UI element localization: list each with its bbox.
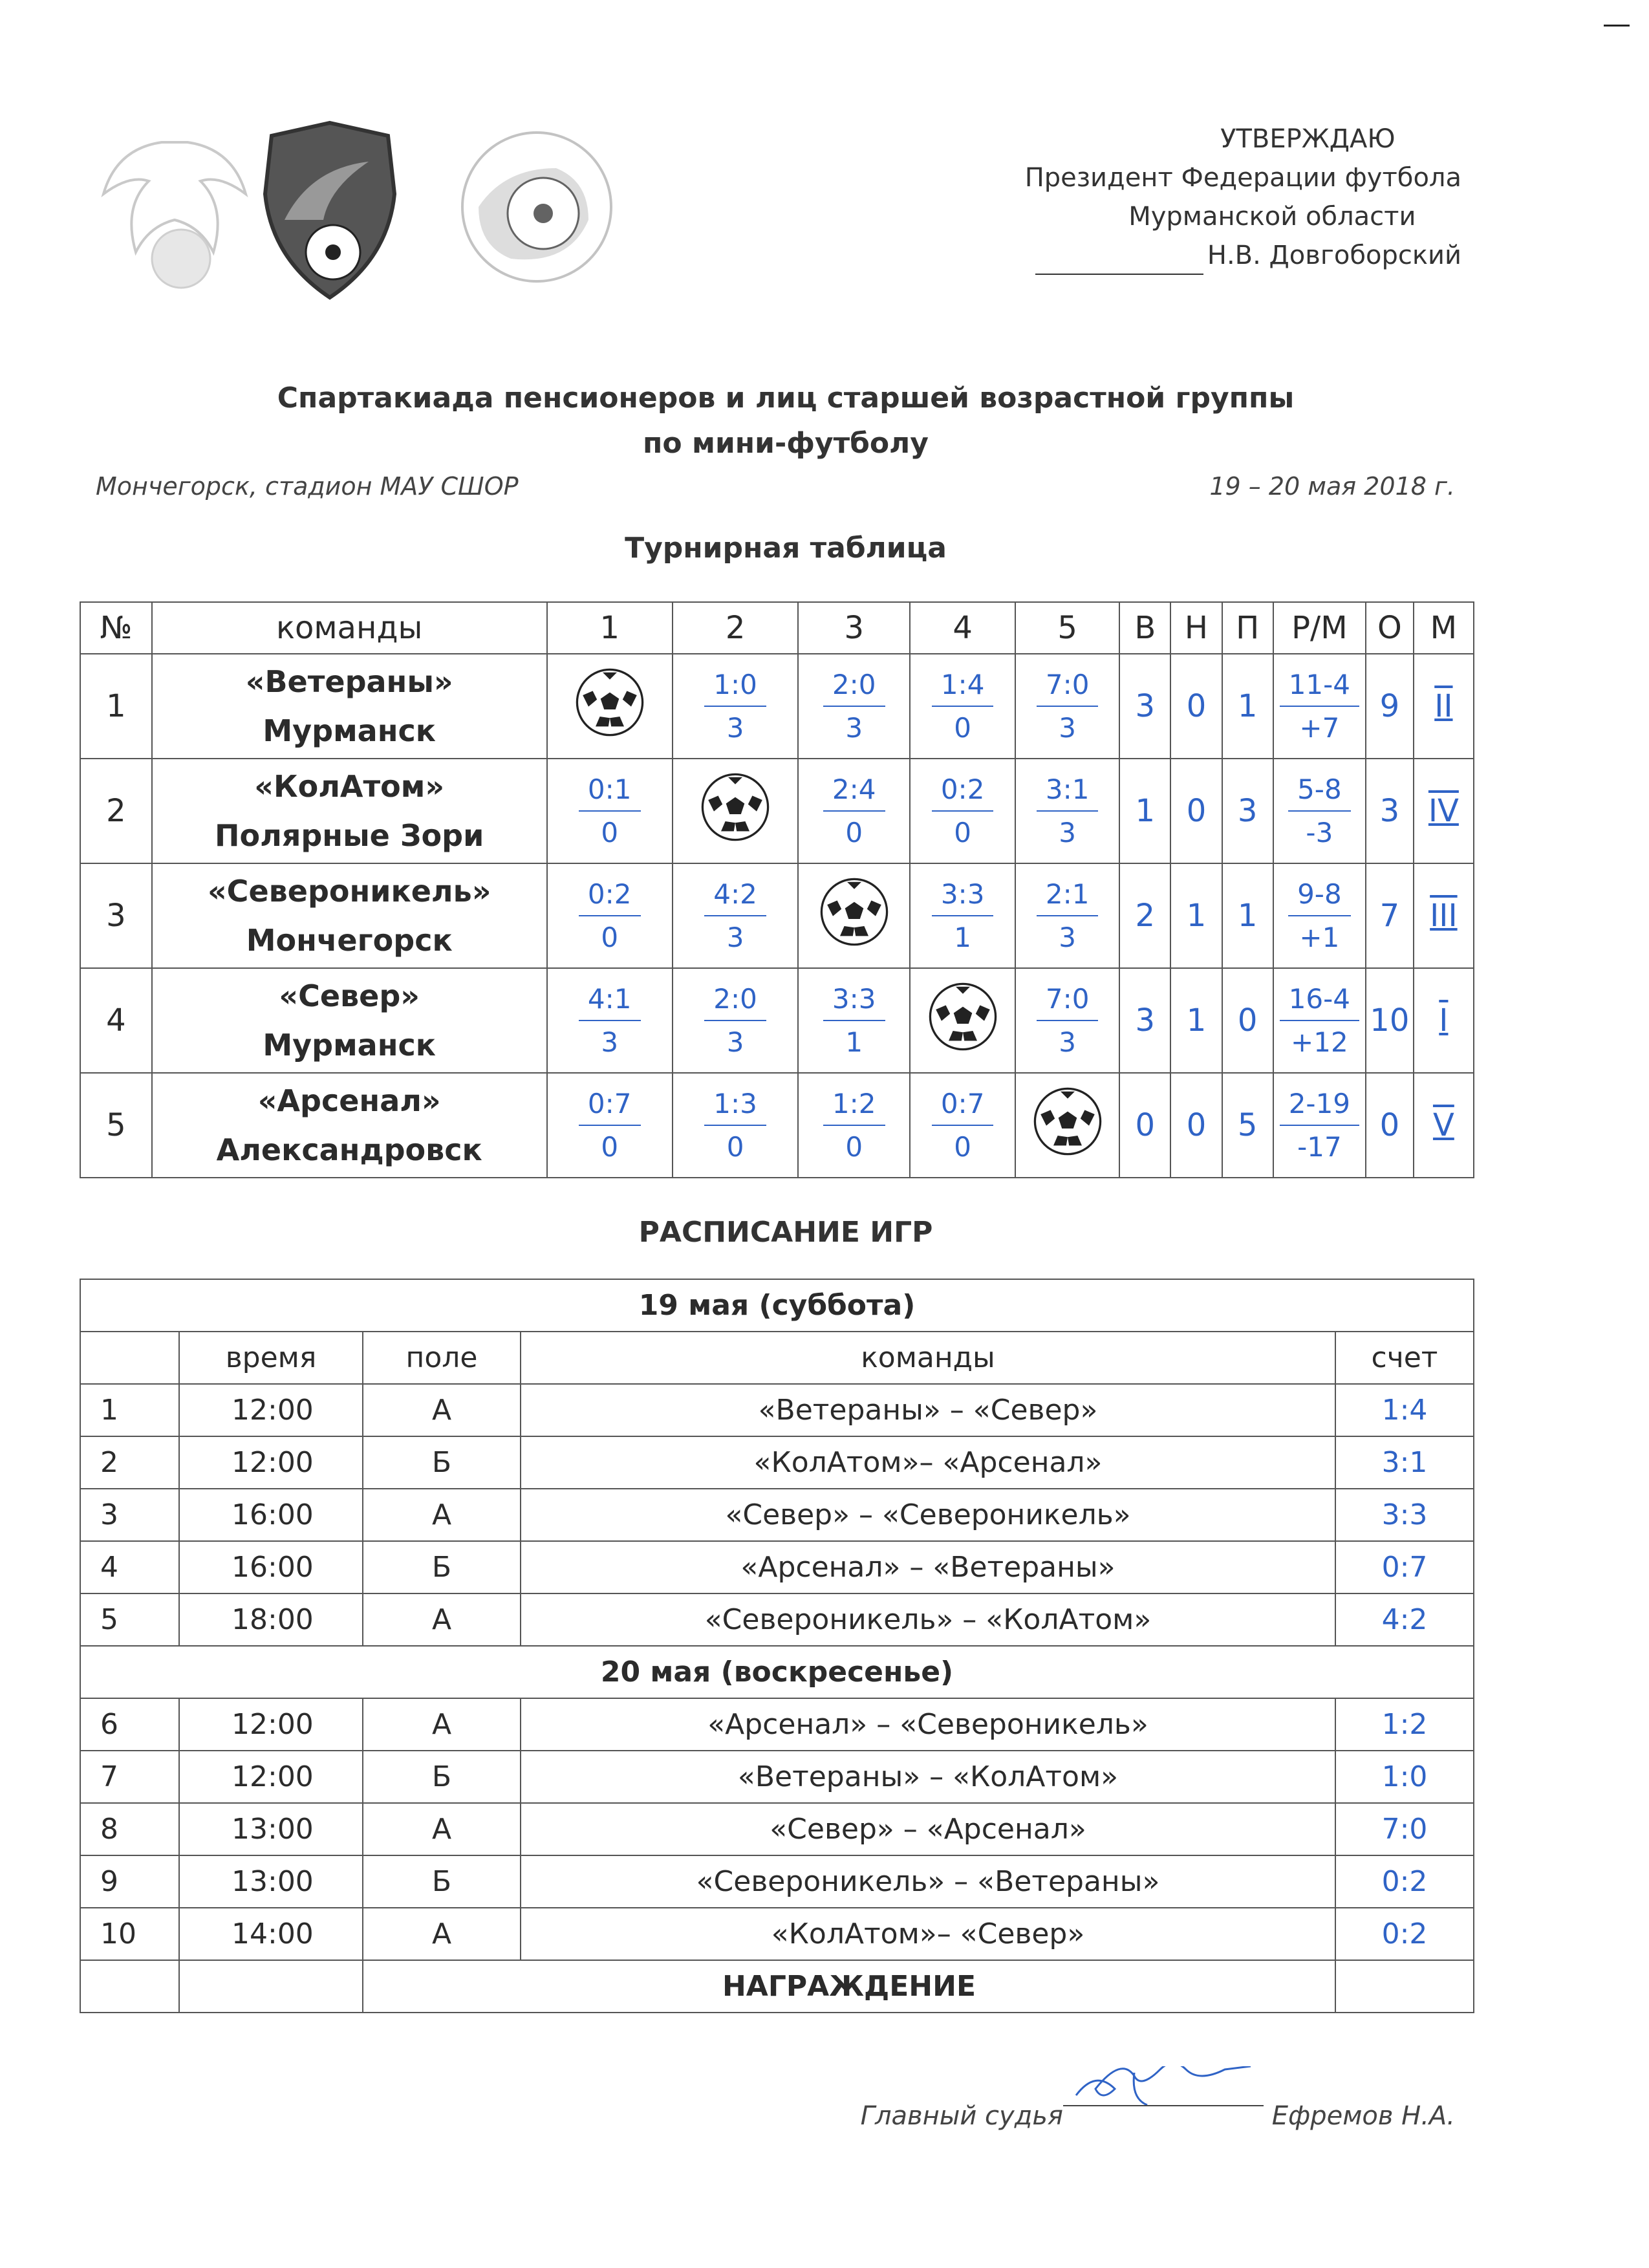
goal-diff-value: -17 (1297, 1131, 1342, 1163)
game-score: 1:0 (1335, 1751, 1474, 1803)
soccer-ball-icon (927, 981, 998, 1052)
match-result-cell (1015, 968, 1119, 1073)
place-cell (1414, 1073, 1474, 1178)
soccer-ball-icon (700, 772, 771, 843)
game-score: 7:0 (1335, 1803, 1474, 1855)
match-result-cell (910, 654, 1015, 759)
day-header-row (80, 1279, 1474, 1332)
losses-value: 0 (1222, 968, 1273, 1073)
game-number: 1 (80, 1384, 179, 1436)
game-field: А (363, 1698, 521, 1751)
schedule-game-row (80, 1908, 1474, 1960)
place-value: III (1430, 898, 1458, 934)
match-score: 1:3 (704, 1088, 766, 1126)
team-cell (152, 863, 547, 968)
standings-row (80, 968, 1474, 1073)
match-result-cell (1015, 654, 1119, 759)
team-cell (152, 1073, 547, 1178)
match-points: 3 (1059, 1026, 1077, 1058)
match-points: 0 (726, 1131, 744, 1163)
venue: Мончегорск, стадион МАУ СШОР (96, 472, 519, 501)
team-cell (152, 759, 547, 863)
game-score: 0:2 (1335, 1908, 1474, 1960)
event-dates: 19 – 20 мая 2018 г. (1209, 472, 1455, 501)
schedule-table (80, 1279, 1474, 2013)
game-time: 12:00 (179, 1698, 363, 1751)
draws-value: 0 (1170, 654, 1222, 759)
standings-body (80, 654, 1474, 1178)
game-number: 3 (80, 1489, 179, 1541)
game-teams: «Север» – «Североникель» (521, 1489, 1335, 1541)
game-score: 3:1 (1335, 1436, 1474, 1489)
schedule-game-row (80, 1803, 1474, 1855)
game-teams: «Север» – «Арсенал» (521, 1803, 1335, 1855)
header-col-1: 1 (547, 602, 673, 654)
game-number: 9 (80, 1855, 179, 1908)
soccer-ball-icon (819, 876, 890, 947)
match-result-cell (1015, 759, 1119, 863)
draws-value: 0 (1170, 1073, 1222, 1178)
game-time: 12:00 (179, 1384, 363, 1436)
header-wins: В (1119, 602, 1170, 654)
match-points: 3 (726, 922, 744, 953)
schedule-game-row (80, 1489, 1474, 1541)
match-result-cell (798, 654, 910, 759)
approval-region: Мурманской области (1128, 202, 1416, 232)
document-subtitle: по мини-футболу (643, 427, 929, 460)
match-score: 1:0 (704, 669, 766, 707)
award-empty-cell (179, 1960, 363, 2013)
day-header-row (80, 1646, 1474, 1698)
team-name: «КолАтом» (254, 769, 445, 804)
wins-value: 0 (1119, 1073, 1170, 1178)
game-time: 14:00 (179, 1908, 363, 1960)
schedule-game-row (80, 1855, 1474, 1908)
day1-games (80, 1384, 1474, 1646)
team-city: Мончегорск (246, 923, 453, 958)
draws-value: 0 (1170, 759, 1222, 863)
match-points: 0 (845, 817, 863, 848)
standings-row (80, 1073, 1474, 1178)
match-score: 4:1 (579, 983, 641, 1021)
team-city: Александровск (216, 1132, 482, 1167)
place-cell (1414, 759, 1474, 863)
self-match-cell (910, 968, 1015, 1073)
match-score: 0:7 (932, 1088, 994, 1126)
header-teams: команды (152, 602, 547, 654)
header-col-4: 4 (910, 602, 1015, 654)
judge-label: Главный судья (860, 2101, 1063, 2131)
game-time: 16:00 (179, 1489, 363, 1541)
match-result-cell (1015, 863, 1119, 968)
game-teams: «Североникель» – «Ветераны» (521, 1855, 1335, 1908)
match-result-cell (547, 759, 673, 863)
match-points: 3 (601, 1026, 619, 1058)
self-match-cell (798, 863, 910, 968)
logos-group (91, 116, 673, 310)
goals-value: 9-8 (1288, 878, 1351, 916)
match-points: 3 (845, 712, 863, 744)
match-result-cell (910, 863, 1015, 968)
match-result-cell (910, 1073, 1015, 1178)
match-result-cell (547, 968, 673, 1073)
game-time: 13:00 (179, 1855, 363, 1908)
standings-row (80, 759, 1474, 863)
header-matchup: команды (521, 1332, 1335, 1384)
team-city: Полярные Зори (215, 818, 484, 853)
match-score: 7:0 (1037, 983, 1099, 1021)
award-label: НАГРАЖДЕНИЕ (363, 1960, 1335, 2013)
goals-value: 16-4 (1280, 983, 1359, 1021)
header-draws: Н (1170, 602, 1222, 654)
standings-row (80, 654, 1474, 759)
schedule-game-row (80, 1384, 1474, 1436)
self-match-cell (547, 654, 673, 759)
game-number: 4 (80, 1541, 179, 1593)
goals-value: 2-19 (1280, 1088, 1359, 1126)
schedule-title: РАСПИСАНИЕ ИГР (638, 1216, 933, 1249)
match-result-cell (673, 968, 798, 1073)
judge-name: Ефремов Н.А. (1271, 2101, 1455, 2131)
losses-value: 1 (1222, 863, 1273, 968)
goals-cell (1273, 863, 1366, 968)
day2-games (80, 1698, 1474, 1960)
award-empty-cell (1335, 1960, 1474, 2013)
day2-heading: 20 мая (воскресенье) (80, 1646, 1474, 1698)
match-points: 0 (845, 1131, 863, 1163)
match-score: 2:4 (823, 773, 885, 812)
game-score: 1:4 (1335, 1384, 1474, 1436)
team-city: Мурманск (263, 1028, 436, 1063)
team-number: 5 (80, 1073, 152, 1178)
schedule-game-row (80, 1698, 1474, 1751)
place-value: I (1439, 1002, 1449, 1039)
match-points: 0 (601, 817, 619, 848)
game-teams: «Североникель» – «КолАтом» (521, 1593, 1335, 1646)
match-points: 3 (1059, 712, 1077, 744)
game-number: 7 (80, 1751, 179, 1803)
draws-value: 1 (1170, 968, 1222, 1073)
corner-mark (1604, 25, 1630, 27)
goal-diff-value: +1 (1299, 922, 1340, 953)
header-points: О (1366, 602, 1414, 654)
goals-value: 5-8 (1288, 773, 1351, 812)
losses-value: 5 (1222, 1073, 1273, 1178)
schedule-header-row (80, 1332, 1474, 1384)
goals-cell (1273, 968, 1366, 1073)
match-score: 0:2 (932, 773, 994, 812)
team-name: «Арсенал» (257, 1083, 441, 1118)
match-points: 0 (601, 1131, 619, 1163)
murmansk-federation-logo (462, 133, 611, 281)
header-score: счет (1335, 1332, 1474, 1384)
team-number: 1 (80, 654, 152, 759)
rfs-eagle-logo (103, 142, 246, 288)
game-teams: «Арсенал» – «Ветераны» (521, 1541, 1335, 1593)
header-field: поле (363, 1332, 521, 1384)
award-empty-cell (80, 1960, 179, 2013)
game-time: 13:00 (179, 1803, 363, 1855)
game-score: 1:2 (1335, 1698, 1474, 1751)
match-result-cell (547, 1073, 673, 1178)
game-number: 6 (80, 1698, 179, 1751)
team-city: Мурманск (263, 713, 436, 748)
wins-value: 2 (1119, 863, 1170, 968)
match-score: 0:7 (579, 1088, 641, 1126)
match-score: 2:0 (823, 669, 885, 707)
standings-title: Турнирная таблица (625, 532, 947, 565)
match-points: 1 (845, 1026, 863, 1058)
game-teams: «КолАтом»– «Арсенал» (521, 1436, 1335, 1489)
team-cell (152, 654, 547, 759)
match-score: 3:3 (932, 878, 994, 916)
standings-header-row (80, 602, 1474, 654)
points-value: 0 (1366, 1073, 1414, 1178)
approval-name: Н.В. Довгоборский (1207, 241, 1461, 270)
place-value: IV (1428, 793, 1459, 829)
place-cell (1414, 968, 1474, 1073)
game-field: Б (363, 1541, 521, 1593)
match-points: 0 (954, 712, 971, 744)
header-goals: Р/М (1273, 602, 1366, 654)
match-result-cell (798, 1073, 910, 1178)
soccer-ball-icon (1032, 1086, 1103, 1157)
match-result-cell (547, 863, 673, 968)
game-teams: «Ветераны» – «КолАтом» (521, 1751, 1335, 1803)
game-score: 4:2 (1335, 1593, 1474, 1646)
soccer-ball-icon (574, 667, 645, 738)
judge-signature (1063, 2086, 1264, 2106)
game-time: 16:00 (179, 1541, 363, 1593)
match-result-cell (673, 654, 798, 759)
approval-signature-line (1035, 248, 1203, 275)
goal-diff-value: +7 (1299, 712, 1340, 744)
place-cell (1414, 654, 1474, 759)
game-field: Б (363, 1436, 521, 1489)
losses-value: 1 (1222, 654, 1273, 759)
match-score: 3:1 (1037, 773, 1099, 812)
match-score: 3:3 (823, 983, 885, 1021)
points-value: 9 (1366, 654, 1414, 759)
header-losses: П (1222, 602, 1273, 654)
game-field: Б (363, 1855, 521, 1908)
schedule-game-row (80, 1751, 1474, 1803)
place-value: II (1434, 688, 1453, 724)
game-score: 3:3 (1335, 1489, 1474, 1541)
goal-diff-value: -3 (1306, 817, 1333, 848)
header-place: М (1414, 602, 1474, 654)
judge-signature-block (861, 2086, 1455, 2131)
match-points: 3 (1059, 817, 1077, 848)
team-name: «Североникель» (207, 874, 491, 909)
game-field: А (363, 1593, 521, 1646)
match-score: 4:2 (704, 878, 766, 916)
goals-cell (1273, 1073, 1366, 1178)
match-score: 7:0 (1037, 669, 1099, 707)
points-value: 7 (1366, 863, 1414, 968)
goal-diff-value: +12 (1291, 1026, 1348, 1058)
approval-heading: УТВЕРЖДАЮ (1220, 124, 1396, 154)
match-points: 3 (726, 1026, 744, 1058)
game-score: 0:7 (1335, 1541, 1474, 1593)
game-time: 12:00 (179, 1436, 363, 1489)
team-name: «Ветераны» (245, 664, 453, 699)
game-number: 10 (80, 1908, 179, 1960)
wins-value: 3 (1119, 968, 1170, 1073)
game-field: Б (363, 1751, 521, 1803)
match-result-cell (673, 1073, 798, 1178)
match-score: 0:1 (579, 773, 641, 812)
match-score: 0:2 (579, 878, 641, 916)
match-points: 1 (954, 922, 971, 953)
self-match-cell (1015, 1073, 1119, 1178)
losses-value: 3 (1222, 759, 1273, 863)
points-value: 10 (1366, 968, 1414, 1073)
wins-value: 3 (1119, 654, 1170, 759)
self-match-cell (673, 759, 798, 863)
header-time: время (179, 1332, 363, 1384)
header-game-num (80, 1332, 179, 1384)
match-points: 0 (954, 1131, 971, 1163)
game-time: 12:00 (179, 1751, 363, 1803)
award-row (80, 1960, 1474, 2013)
game-teams: «Арсенал» – «Североникель» (521, 1698, 1335, 1751)
match-result-cell (673, 863, 798, 968)
match-points: 3 (726, 712, 744, 744)
match-score: 2:1 (1037, 878, 1099, 916)
game-score: 0:2 (1335, 1855, 1474, 1908)
approval-block (1025, 120, 1461, 275)
game-number: 8 (80, 1803, 179, 1855)
match-result-cell (798, 759, 910, 863)
standings-table (80, 601, 1474, 1178)
game-time: 18:00 (179, 1593, 363, 1646)
schedule-game-row (80, 1593, 1474, 1646)
match-score: 2:0 (704, 983, 766, 1021)
team-cell (152, 968, 547, 1073)
schedule-game-row (80, 1541, 1474, 1593)
goals-cell (1273, 654, 1366, 759)
team-number: 2 (80, 759, 152, 863)
game-number: 2 (80, 1436, 179, 1489)
team-name: «Север» (279, 978, 420, 1013)
game-field: А (363, 1803, 521, 1855)
match-score: 1:2 (823, 1088, 885, 1126)
game-teams: «Ветераны» – «Север» (521, 1384, 1335, 1436)
schedule-game-row (80, 1436, 1474, 1489)
header-col-2: 2 (673, 602, 798, 654)
game-teams: «КолАтом»– «Север» (521, 1908, 1335, 1960)
game-field: А (363, 1489, 521, 1541)
header-col-5: 5 (1015, 602, 1119, 654)
header-num: № (80, 602, 152, 654)
day1-heading: 19 мая (суббота) (80, 1279, 1474, 1332)
match-points: 3 (1059, 922, 1077, 953)
team-number: 3 (80, 863, 152, 968)
goals-value: 11-4 (1280, 669, 1359, 707)
game-field: А (363, 1384, 521, 1436)
approval-position: Президент Федерации футбола (1024, 163, 1461, 193)
goals-cell (1273, 759, 1366, 863)
place-value: V (1432, 1107, 1454, 1143)
northwest-league-logo (265, 123, 394, 297)
place-cell (1414, 863, 1474, 968)
wins-value: 1 (1119, 759, 1170, 863)
team-number: 4 (80, 968, 152, 1073)
game-number: 5 (80, 1593, 179, 1646)
match-result-cell (798, 968, 910, 1073)
game-field: А (363, 1908, 521, 1960)
handwritten-signature (1063, 2066, 1264, 2105)
draws-value: 1 (1170, 863, 1222, 968)
points-value: 3 (1366, 759, 1414, 863)
match-score: 1:4 (932, 669, 994, 707)
document-title: Спартакиада пенсионеров и лиц старшей возрастной группы (277, 382, 1295, 415)
match-result-cell (910, 759, 1015, 863)
standings-row (80, 863, 1474, 968)
match-points: 0 (601, 922, 619, 953)
header-col-3: 3 (798, 602, 910, 654)
match-points: 0 (954, 817, 971, 848)
